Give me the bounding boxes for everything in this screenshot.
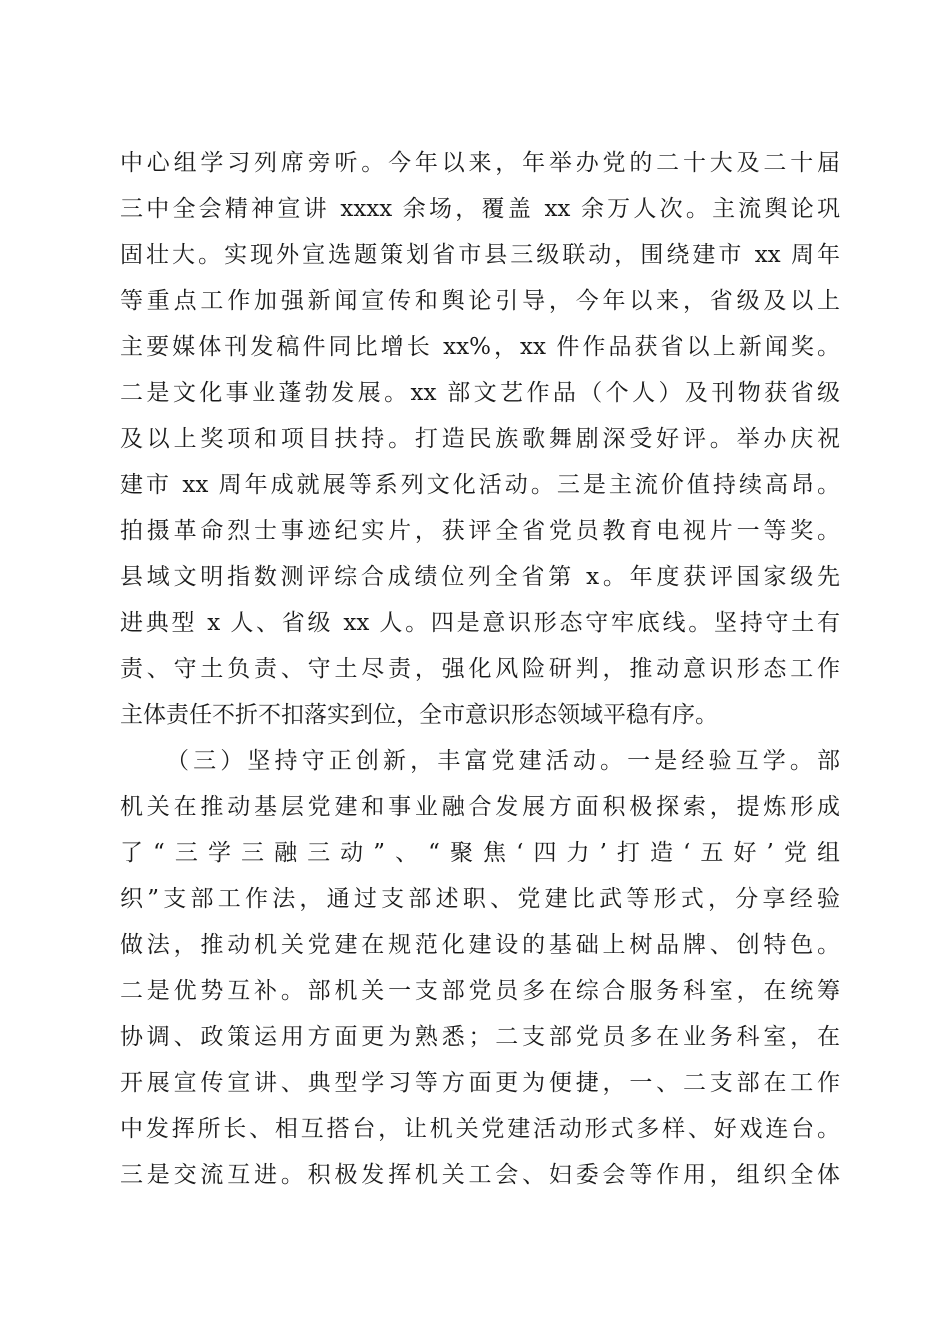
text-line: 二是文化事业蓬勃发展。xx 部文艺作品（个人）及刊物获省级 bbox=[120, 380, 840, 406]
text-line: 县域文明指数测评综合成绩位列全省第 x。年度获评国家级先 bbox=[120, 564, 840, 590]
text-line: 建市 xx 周年成就展等系列文化活动。三是主流价值持续高昂。 bbox=[120, 472, 840, 498]
text-line: 拍摄革命烈士事迹纪实片，获评全省党员教育电视片一等奖。 bbox=[120, 518, 840, 544]
text-line: 机关在推动基层党建和事业融合发展方面积极探索，提炼形成 bbox=[120, 794, 840, 820]
document-body bbox=[120, 140, 840, 1198]
section-heading-line: （三）坚持守正创新，丰富党建活动。一是经验互学。部 bbox=[166, 748, 840, 774]
text-line: 织”支部工作法，通过支部述职、党建比武等形式，分享经验 bbox=[120, 886, 840, 912]
text-line: 进典型 x 人、省级 xx 人。四是意识形态守牢底线。坚持守土有 bbox=[120, 610, 840, 636]
text-line: 做法，推动机关党建在规范化建设的基础上树品牌、创特色。 bbox=[120, 932, 840, 958]
text-line-paragraph-end: 主体责任不折不扣落实到位，全市意识形态领域平稳有序。 bbox=[120, 702, 718, 728]
text-line: 等重点工作加强新闻宣传和舆论引导，今年以来，省级及以上 bbox=[120, 288, 840, 314]
text-line: 了“三学三融三动”、“聚焦‘四力’打造‘五好’党组 bbox=[120, 840, 840, 866]
text-line: 三中全会精神宣讲 xxxx 余场，覆盖 xx 余万人次。主流舆论巩 bbox=[120, 196, 840, 222]
text-line: 协调、政策运用方面更为熟悉；二支部党员多在业务科室，在 bbox=[120, 1024, 840, 1050]
text-line: 主要媒体刊发稿件同比增长 xx%，xx 件作品获省以上新闻奖。 bbox=[120, 334, 840, 360]
text-line: 中发挥所长、相互搭台，让机关党建活动形式多样、好戏连台。 bbox=[120, 1116, 840, 1142]
text-line: 责、守土负责、守土尽责，强化风险研判，推动意识形态工作 bbox=[120, 656, 840, 682]
text-line: 二是优势互补。部机关一支部党员多在综合服务科室，在统筹 bbox=[120, 978, 840, 1004]
text-line: 固壮大。实现外宣选题策划省市县三级联动，围绕建市 xx 周年 bbox=[120, 242, 840, 268]
text-line: 及以上奖项和项目扶持。打造民族歌舞剧深受好评。举办庆祝 bbox=[120, 426, 840, 452]
text-line: 三是交流互进。积极发挥机关工会、妇委会等作用，组织全体 bbox=[120, 1162, 840, 1188]
text-line: 开展宣传宣讲、典型学习等方面更为便捷，一、二支部在工作 bbox=[120, 1070, 840, 1096]
text-line: 中心组学习列席旁听。今年以来，年举办党的二十大及二十届 bbox=[120, 150, 840, 176]
